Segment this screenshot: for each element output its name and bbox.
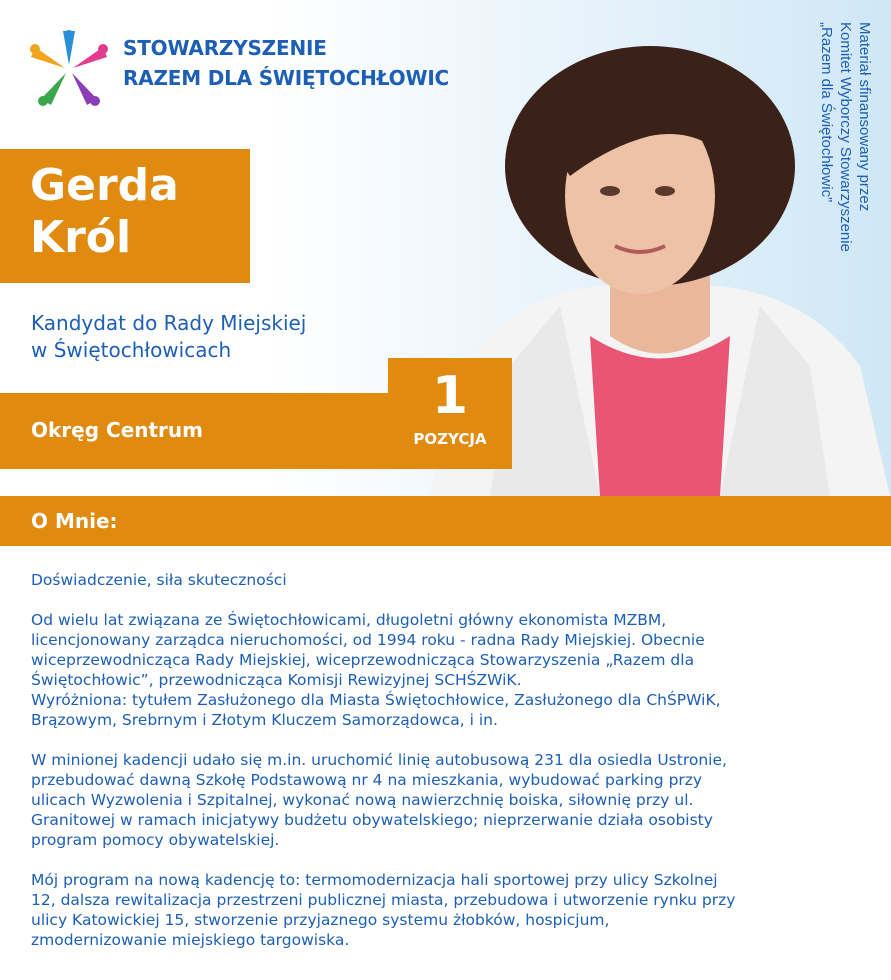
text-line: ulicach Wyzwolenia i Szpitalnej, wykonać nową nawierzchnię boiska, siłownię przy ul. <box>31 791 694 809</box>
text-line: Brązowym, Srebrnym i Złotym Kluczem Samorządowca, i in. <box>31 711 498 729</box>
candidate-last-name: Król <box>30 212 132 263</box>
disclaimer-line2: Komitet Wyborczy Stowarzyszenie <box>837 22 854 252</box>
organization-name-line1: STOWARZYSZENIE <box>123 36 327 60</box>
funding-disclaimer <box>812 22 874 322</box>
candidate-subtitle <box>31 310 306 364</box>
position-label: POZYCJA <box>413 430 487 448</box>
text-line: zmodernizowanie miejskiego targowiska. <box>31 931 350 949</box>
disclaimer-line1: Materiał sfinansowany przez <box>856 22 873 212</box>
position-number: 1 <box>431 366 469 426</box>
organization-logo-icon <box>28 28 110 110</box>
candidate-first-name: Gerda <box>30 160 179 211</box>
organization-name-line2: RAZEM DLA ŚWIĘTOCHŁOWIC <box>123 66 450 90</box>
text-line: licencjonowany zarządca nieruchomości, od 1994 roku - radna Rady Miejskiej. Obecnie <box>31 631 705 649</box>
text-line: program pomocy obywatelskiej. <box>31 831 280 849</box>
paragraph-experience <box>31 610 866 730</box>
candidate-name <box>30 160 179 264</box>
subtitle-line2: w Świętochłowicach <box>31 338 232 362</box>
subtitle-line1: Kandydat do Rady Miejskiej <box>31 311 307 335</box>
text-line: Granitowej w ramach inicjatywy budżetu obywatelskiego; nieprzerwanie działa osobisty <box>31 811 713 829</box>
text-line: 12, dalsza rewitalizacja przestrzeni publicznej miasta, przebudowa i utworzenie rynku przy <box>31 891 736 909</box>
paragraph-program <box>31 870 866 950</box>
text-line: Od wielu lat związana ze Świętochłowicami, długoletni główny ekonomista MZBM, <box>31 611 667 629</box>
about-title: O Mnie: <box>31 509 118 533</box>
text-line: Mój program na nową kadencję to: termomodernizacja hali sportowej przy ulicy Szkolnej <box>31 871 718 889</box>
text-line: przebudować dawną Szkołę Podstawową nr 4 na mieszkania, wybudować parking przy <box>31 771 703 789</box>
text-line: Wyróżniona: tytułem Zasłużonego dla Miasta Świętochłowice, Zasłużonego dla ChŚPWiK, <box>31 691 721 709</box>
about-body <box>31 570 866 970</box>
about-bar <box>0 496 891 546</box>
text-line: ulicy Katowickiej 15, stworzenie przyjaznego systemu żłobków, hospicjum, <box>31 911 610 929</box>
district-label: Okręg Centrum <box>31 418 203 442</box>
organization-name <box>123 33 449 93</box>
paragraph-motto: Doświadczenie, siła skuteczności <box>31 571 287 589</box>
text-line: W minionej kadencji udało się m.in. uruchomić linię autobusową 231 dla osiedla Ustronie, <box>31 751 727 769</box>
text-line: wiceprzewodnicząca Rady Miejskiej, wiceprzewodnicząca Stowarzyszenia „Razem dla <box>31 651 695 669</box>
disclaimer-line3: „Razem dla Świętochłowic” <box>818 22 835 203</box>
paragraph-achievements <box>31 750 866 850</box>
text-line: Świętochłowic”, przewodnicząca Komisji Rewizyjnej SCHŚZWiK. <box>31 671 522 689</box>
